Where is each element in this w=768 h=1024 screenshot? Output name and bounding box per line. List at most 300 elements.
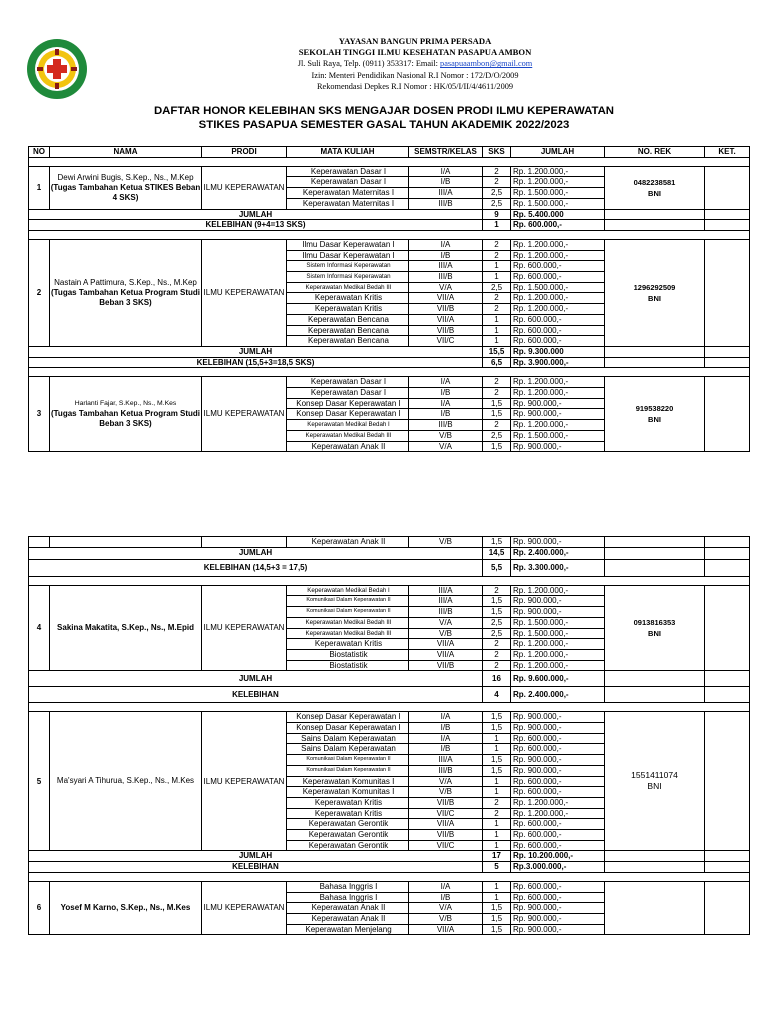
course-amount: Rp. 1.200.000,- bbox=[511, 250, 605, 261]
rek-empty bbox=[605, 209, 705, 220]
course-class: V/B bbox=[409, 537, 483, 548]
course-class: I/B bbox=[409, 250, 483, 261]
lecturer-fullname: Harlanti Fajar, S.Kep., Ns., M.Kes bbox=[74, 400, 177, 408]
total-label: JUMLAH bbox=[29, 209, 483, 220]
lecturer-fullname: Dewi Arwini Bugis, S.Kep., Ns., M.Kep bbox=[57, 172, 194, 182]
letterhead bbox=[0, 30, 768, 100]
course-amount: Rp. 600.000,- bbox=[511, 819, 605, 830]
course-name: Keperawatan Kritis bbox=[287, 639, 409, 650]
account-number: 0913816353 bbox=[633, 618, 676, 628]
course-name: Keperawatan Kritis bbox=[287, 808, 409, 819]
course-class: VII/A bbox=[409, 314, 483, 325]
rek-empty bbox=[605, 559, 705, 576]
course-sks: 1,5 bbox=[483, 913, 511, 924]
excess-amount: Rp. 2.400.000,- bbox=[511, 687, 605, 703]
course-amount: Rp. 1.500.000,- bbox=[511, 198, 605, 209]
course-amount: Rp. 900.000,- bbox=[511, 924, 605, 935]
course-sks: 2 bbox=[483, 293, 511, 304]
course-sks: 2 bbox=[483, 639, 511, 650]
course-amount: Rp. 900.000,- bbox=[511, 596, 605, 607]
total-row bbox=[29, 671, 750, 687]
rek-empty bbox=[605, 357, 705, 368]
course-class: III/B bbox=[409, 607, 483, 618]
bank-account bbox=[605, 239, 705, 346]
course-class: III/B bbox=[409, 765, 483, 776]
total-sks: 14,5 bbox=[483, 547, 511, 559]
rek-empty bbox=[605, 547, 705, 559]
course-class: VII/C bbox=[409, 840, 483, 851]
course-sks: 1,5 bbox=[483, 398, 511, 409]
course-name: Komunikasi Dalam Keperawatan II bbox=[287, 607, 409, 618]
course-class: III/A bbox=[409, 188, 483, 199]
lecturer-prodi: ILMU KEPERAWATAN bbox=[202, 239, 287, 346]
ket-empty bbox=[705, 671, 750, 687]
course-amount: Rp. 600.000,- bbox=[511, 336, 605, 347]
course-sks: 1 bbox=[483, 776, 511, 787]
column-header: KET. bbox=[705, 147, 750, 158]
course-sks: 2 bbox=[483, 808, 511, 819]
course-name: Keperawatan Bencana bbox=[287, 314, 409, 325]
course-amount: Rp. 900.000,- bbox=[511, 409, 605, 420]
course-amount: Rp. 1.200.000,- bbox=[511, 293, 605, 304]
course-sks: 1 bbox=[483, 830, 511, 841]
course-amount: Rp. 900.000,- bbox=[511, 537, 605, 548]
course-amount: Rp. 900.000,- bbox=[511, 441, 605, 452]
excess-amount: Rp. 3.900.000,- bbox=[511, 357, 605, 368]
course-amount: Rp. 900.000,- bbox=[511, 607, 605, 618]
course-sks: 1,5 bbox=[483, 924, 511, 935]
course-name: Konsep Dasar Keperawatan I bbox=[287, 409, 409, 420]
note-cell bbox=[705, 377, 750, 452]
course-class: I/A bbox=[409, 166, 483, 177]
course-sks: 2 bbox=[483, 797, 511, 808]
course-class: I/A bbox=[409, 881, 483, 892]
lecturer-fullname: Yosef M Karno, S.Kep., Ns., M.Kes bbox=[60, 903, 191, 913]
course-sks: 1 bbox=[483, 261, 511, 272]
excess-label: KELEBIHAN bbox=[29, 687, 483, 703]
course-amount: Rp. 1.200.000,- bbox=[511, 420, 605, 431]
bank-name: BNI bbox=[647, 781, 662, 792]
course-class: III/B bbox=[409, 420, 483, 431]
lecturer-prodi: ILMU KEPERAWATAN bbox=[202, 881, 287, 935]
course-sks: 1 bbox=[483, 733, 511, 744]
course-class: VII/A bbox=[409, 639, 483, 650]
email-link[interactable]: pasapuaambon@gmail.com bbox=[440, 59, 533, 69]
course-row bbox=[29, 377, 750, 388]
school-name: SEKOLAH TINGGI ILMU KESEHATAN PASAPUA AMBON bbox=[298, 47, 532, 58]
bank-account bbox=[605, 166, 705, 209]
course-amount: Rp. 600.000,- bbox=[511, 892, 605, 903]
lecturer-number: 1 bbox=[29, 166, 50, 209]
course-name: Keperawatan Dasar I bbox=[287, 177, 409, 188]
course-class: V/A bbox=[409, 903, 483, 914]
course-name: Keperawatan Medikal Bedah III bbox=[287, 628, 409, 639]
course-sks: 2,5 bbox=[483, 282, 511, 293]
account-number: 919538220 bbox=[635, 404, 674, 414]
course-name: Konsep Dasar Keperawatan I bbox=[287, 398, 409, 409]
course-class: VII/A bbox=[409, 819, 483, 830]
course-sks: 1,5 bbox=[483, 409, 511, 420]
rek-empty bbox=[605, 537, 705, 548]
course-amount: Rp. 1.500.000,- bbox=[511, 617, 605, 628]
excess-row bbox=[29, 220, 750, 231]
lecturer-name bbox=[50, 166, 202, 209]
prodi-empty bbox=[202, 537, 287, 548]
course-sks: 1,5 bbox=[483, 441, 511, 452]
excess-label: KELEBIHAN (15,5+3=18,5 SKS) bbox=[29, 357, 483, 368]
excess-row bbox=[29, 559, 750, 576]
spacer-row bbox=[29, 157, 750, 166]
course-class: I/B bbox=[409, 177, 483, 188]
course-amount: Rp. 1.500.000,- bbox=[511, 188, 605, 199]
course-sks: 1 bbox=[483, 744, 511, 755]
course-sks: 2 bbox=[483, 649, 511, 660]
course-class: VII/A bbox=[409, 649, 483, 660]
course-class: III/A bbox=[409, 755, 483, 766]
course-name: Keperawatan Menjelang bbox=[287, 924, 409, 935]
course-amount: Rp. 1.200.000,- bbox=[511, 377, 605, 388]
course-amount: Rp. 1.200.000,- bbox=[511, 388, 605, 399]
excess-row bbox=[29, 357, 750, 368]
course-row bbox=[29, 585, 750, 596]
account-number: 1551411074 bbox=[631, 770, 678, 781]
course-sks: 1 bbox=[483, 881, 511, 892]
course-sks: 2 bbox=[483, 177, 511, 188]
course-name: Keperawatan Gerontik bbox=[287, 819, 409, 830]
course-sks: 1 bbox=[483, 819, 511, 830]
course-class: VII/C bbox=[409, 808, 483, 819]
total-row bbox=[29, 209, 750, 220]
title-line-1: DAFTAR HONOR KELEBIHAN SKS MENGAJAR DOSEN PRODI ILMU KEPERAWATAN bbox=[153, 105, 615, 117]
number-empty bbox=[29, 537, 50, 548]
spacer-cell bbox=[29, 368, 750, 377]
course-class: I/B bbox=[409, 892, 483, 903]
course-class: I/B bbox=[409, 744, 483, 755]
document-title bbox=[60, 104, 708, 132]
excess-sks: 1 bbox=[483, 220, 511, 231]
lecturer-number: 3 bbox=[29, 377, 50, 452]
excess-amount: Rp.3.000.000,- bbox=[511, 862, 605, 873]
column-header: JUMLAH bbox=[511, 147, 605, 158]
rek-empty bbox=[605, 862, 705, 873]
course-name: Keperawatan Maternitas I bbox=[287, 188, 409, 199]
course-class: VII/B bbox=[409, 304, 483, 315]
bank-account bbox=[605, 585, 705, 671]
course-class: I/A bbox=[409, 398, 483, 409]
lecturer-name bbox=[50, 377, 202, 452]
excess-row bbox=[29, 862, 750, 873]
column-header: SKS bbox=[483, 147, 511, 158]
lecturer-number: 6 bbox=[29, 881, 50, 935]
recommendation-line: Rekomendasi Depkes R.I Nomor : HK/05/I/II/4/4611/2009 bbox=[316, 81, 514, 91]
course-amount: Rp. 900.000,- bbox=[511, 723, 605, 734]
lecturer-fullname: Ma'syari A Tihurua, S.Kep., Ns., M.Kes bbox=[56, 776, 195, 786]
spacer-row bbox=[29, 368, 750, 377]
course-name: Keperawatan Anak II bbox=[287, 441, 409, 452]
bank-account bbox=[605, 712, 705, 851]
course-name: Keperawatan Dasar I bbox=[287, 388, 409, 399]
course-amount: Rp. 600.000,- bbox=[511, 272, 605, 283]
course-class: V/A bbox=[409, 617, 483, 628]
lecturer-prodi: ILMU KEPERAWATAN bbox=[202, 377, 287, 452]
course-sks: 2 bbox=[483, 166, 511, 177]
bank-account bbox=[605, 881, 705, 935]
course-sks: 1,5 bbox=[483, 596, 511, 607]
course-sks: 1,5 bbox=[483, 723, 511, 734]
course-class: V/B bbox=[409, 787, 483, 798]
rek-empty bbox=[605, 851, 705, 862]
course-amount: Rp. 1.500.000,- bbox=[511, 628, 605, 639]
course-class: VII/A bbox=[409, 924, 483, 935]
course-sks: 2,5 bbox=[483, 198, 511, 209]
spacer-row bbox=[29, 230, 750, 239]
course-name: Keperawatan Medikal Bedah I bbox=[287, 585, 409, 596]
bank-account bbox=[605, 377, 705, 452]
course-name: Sains Dalam Keperawatan bbox=[287, 733, 409, 744]
course-name: Keperawatan Anak II bbox=[287, 913, 409, 924]
school-logo bbox=[26, 38, 88, 100]
course-amount: Rp. 1.200.000,- bbox=[511, 797, 605, 808]
course-name: Keperawatan Medikal Bedah III bbox=[287, 617, 409, 628]
honor-table-part-2 bbox=[28, 536, 750, 935]
column-header: PRODI bbox=[202, 147, 287, 158]
course-sks: 1,5 bbox=[483, 755, 511, 766]
course-sks: 1 bbox=[483, 325, 511, 336]
course-class: V/B bbox=[409, 430, 483, 441]
course-amount: Rp. 600.000,- bbox=[511, 830, 605, 841]
lecturer-fullname: Sakina Makatita, S.Kep., Ns., M.Epid bbox=[57, 623, 194, 633]
total-sks: 16 bbox=[483, 671, 511, 687]
course-name: Biostatistik bbox=[287, 649, 409, 660]
course-sks: 2,5 bbox=[483, 430, 511, 441]
spacer-cell bbox=[29, 230, 750, 239]
bank-name: BNI bbox=[648, 629, 661, 639]
total-amount: Rp. 2.400.000,- bbox=[511, 547, 605, 559]
lecturer-name bbox=[50, 585, 202, 671]
ket-empty bbox=[705, 862, 750, 873]
course-amount: Rp. 600.000,- bbox=[511, 733, 605, 744]
course-class: V/A bbox=[409, 441, 483, 452]
note-cell bbox=[705, 712, 750, 851]
spacer-cell bbox=[29, 872, 750, 881]
column-header: SEMSTR/KELAS bbox=[409, 147, 483, 158]
course-class: VII/A bbox=[409, 293, 483, 304]
lecturer-extra-task: (Tugas Tambahan Ketua Program Studi Beban 3 SKS) bbox=[50, 409, 201, 429]
note-cell bbox=[705, 166, 750, 209]
lecturer-fullname: Nastain A Pattimura, S.Kep., Ns., M.Kep bbox=[54, 277, 197, 287]
course-class: I/A bbox=[409, 733, 483, 744]
course-amount: Rp. 900.000,- bbox=[511, 398, 605, 409]
continued-course-row bbox=[29, 537, 750, 548]
total-row bbox=[29, 547, 750, 559]
course-name: Sains Dalam Keperawatan bbox=[287, 744, 409, 755]
course-name: Sistem Informasi Keperawatan bbox=[287, 261, 409, 272]
course-sks: 1,5 bbox=[483, 712, 511, 723]
excess-row bbox=[29, 687, 750, 703]
column-header: NO bbox=[29, 147, 50, 158]
course-class: VII/B bbox=[409, 830, 483, 841]
excess-amount: Rp. 3.300.000,- bbox=[511, 559, 605, 576]
bank-name: BNI bbox=[648, 415, 661, 425]
spacer-row bbox=[29, 872, 750, 881]
total-sks: 9 bbox=[483, 209, 511, 220]
course-class: V/A bbox=[409, 776, 483, 787]
lecturer-name bbox=[50, 712, 202, 851]
column-header: NO. REK bbox=[605, 147, 705, 158]
note-cell bbox=[705, 239, 750, 346]
course-sks: 1 bbox=[483, 272, 511, 283]
total-label: JUMLAH bbox=[29, 547, 483, 559]
course-class: V/B bbox=[409, 628, 483, 639]
course-row bbox=[29, 239, 750, 250]
course-sks: 1 bbox=[483, 892, 511, 903]
course-name: Keperawatan Medikal Bedah III bbox=[287, 282, 409, 293]
total-sks: 15,5 bbox=[483, 346, 511, 357]
total-amount: Rp. 10.200.000,- bbox=[511, 851, 605, 862]
course-amount: Rp. 1.200.000,- bbox=[511, 660, 605, 671]
course-amount: Rp. 900.000,- bbox=[511, 712, 605, 723]
course-name: Keperawatan Anak II bbox=[287, 903, 409, 914]
course-sks: 1 bbox=[483, 314, 511, 325]
excess-amount: Rp. 600.000,- bbox=[511, 220, 605, 231]
course-sks: 1,5 bbox=[483, 607, 511, 618]
ket-empty bbox=[705, 209, 750, 220]
course-class: I/A bbox=[409, 239, 483, 250]
course-name: Bahasa Inggris I bbox=[287, 881, 409, 892]
lecturer-number: 2 bbox=[29, 239, 50, 346]
course-name: Ilmu Dasar Keperawatan I bbox=[287, 239, 409, 250]
excess-label: KELEBIHAN (14,5+3 = 17,5) bbox=[29, 559, 483, 576]
course-name: Keperawatan Medikal Bedah I bbox=[287, 420, 409, 431]
course-sks: 1 bbox=[483, 787, 511, 798]
course-sks: 2 bbox=[483, 250, 511, 261]
spacer-cell bbox=[29, 576, 750, 585]
course-amount: Rp. 1.200.000,- bbox=[511, 649, 605, 660]
course-name: Keperawatan Bencana bbox=[287, 336, 409, 347]
course-amount: Rp. 900.000,- bbox=[511, 913, 605, 924]
total-label: JUMLAH bbox=[29, 346, 483, 357]
course-name: Keperawatan Bencana bbox=[287, 325, 409, 336]
course-name: Keperawatan Komunitas I bbox=[287, 787, 409, 798]
ket-empty bbox=[705, 547, 750, 559]
course-sks: 2 bbox=[483, 585, 511, 596]
excess-sks: 6,5 bbox=[483, 357, 511, 368]
course-amount: Rp. 600.000,- bbox=[511, 840, 605, 851]
course-name: Keperawatan Maternitas I bbox=[287, 198, 409, 209]
course-name: Keperawatan Gerontik bbox=[287, 830, 409, 841]
rek-empty bbox=[605, 671, 705, 687]
course-amount: Rp. 1.500.000,- bbox=[511, 282, 605, 293]
lecturer-prodi: ILMU KEPERAWATAN bbox=[202, 585, 287, 671]
course-name: Komunikasi Dalam Keperawatan II bbox=[287, 765, 409, 776]
excess-label: KELEBIHAN bbox=[29, 862, 483, 873]
course-sks: 2 bbox=[483, 420, 511, 431]
rek-empty bbox=[605, 687, 705, 703]
note-cell bbox=[705, 585, 750, 671]
course-sks: 2 bbox=[483, 377, 511, 388]
course-class: VII/B bbox=[409, 325, 483, 336]
course-name: Ilmu Dasar Keperawatan I bbox=[287, 250, 409, 261]
course-amount: Rp. 1.200.000,- bbox=[511, 166, 605, 177]
course-sks: 2,5 bbox=[483, 617, 511, 628]
title-line-2: STIKES PASAPUA SEMESTER GASAL TAHUN AKADEMIK 2022/2023 bbox=[198, 119, 570, 131]
excess-sks: 5 bbox=[483, 862, 511, 873]
total-amount: Rp. 5.400.000 bbox=[511, 209, 605, 220]
letterhead-text bbox=[110, 36, 720, 92]
foundation-name: YAYASAN BANGUN PRIMA PERSADA bbox=[338, 36, 492, 46]
lecturer-extra-task: (Tugas Tambahan Ketua Program Studi Beban 3 SKS) bbox=[50, 287, 201, 307]
spacer-row bbox=[29, 703, 750, 712]
course-name: Komunikasi Dalam Keperawatan II bbox=[287, 596, 409, 607]
total-label: JUMLAH bbox=[29, 851, 483, 862]
course-class: III/B bbox=[409, 272, 483, 283]
course-name: Keperawatan Dasar I bbox=[287, 166, 409, 177]
account-number: 1296292509 bbox=[633, 282, 676, 292]
course-name: Keperawatan Dasar I bbox=[287, 377, 409, 388]
bank-name: BNI bbox=[648, 188, 661, 198]
total-sks: 17 bbox=[483, 851, 511, 862]
ket-empty bbox=[705, 357, 750, 368]
ket-empty bbox=[705, 687, 750, 703]
course-amount: Rp. 1.200.000,- bbox=[511, 808, 605, 819]
rek-empty bbox=[605, 220, 705, 231]
ket-empty bbox=[705, 559, 750, 576]
course-class: III/A bbox=[409, 596, 483, 607]
course-sks: 2,5 bbox=[483, 628, 511, 639]
excess-sks: 5,5 bbox=[483, 559, 511, 576]
course-sks: 1,5 bbox=[483, 537, 511, 548]
total-row bbox=[29, 851, 750, 862]
honor-table-part-1 bbox=[28, 146, 750, 452]
spacer-cell bbox=[29, 703, 750, 712]
course-name: Keperawatan Kritis bbox=[287, 797, 409, 808]
course-name: Keperawatan Kritis bbox=[287, 293, 409, 304]
course-name: Keperawatan Kritis bbox=[287, 304, 409, 315]
column-header: NAMA bbox=[50, 147, 202, 158]
course-amount: Rp. 600.000,- bbox=[511, 325, 605, 336]
course-class: VII/B bbox=[409, 660, 483, 671]
lecturer-extra-task: (Tugas Tambahan Ketua STIKES Beban 4 SKS) bbox=[50, 182, 201, 202]
course-class: I/B bbox=[409, 723, 483, 734]
course-name: Keperawatan Anak II bbox=[287, 537, 409, 548]
course-amount: Rp. 1.200.000,- bbox=[511, 239, 605, 250]
course-name: Komunikasi Dalam Keperawatan II bbox=[287, 755, 409, 766]
course-name: Keperawatan Komunitas I bbox=[287, 776, 409, 787]
course-class: III/A bbox=[409, 585, 483, 596]
course-amount: Rp. 1.200.000,- bbox=[511, 304, 605, 315]
course-amount: Rp. 600.000,- bbox=[511, 881, 605, 892]
course-sks: 2,5 bbox=[483, 188, 511, 199]
course-name: Konsep Dasar Keperawatan I bbox=[287, 723, 409, 734]
header-row bbox=[29, 147, 750, 158]
course-class: I/B bbox=[409, 388, 483, 399]
course-sks: 2 bbox=[483, 660, 511, 671]
ket-empty bbox=[705, 220, 750, 231]
course-class: V/B bbox=[409, 913, 483, 924]
course-amount: Rp. 600.000,- bbox=[511, 261, 605, 272]
course-class: VII/C bbox=[409, 336, 483, 347]
course-amount: Rp. 600.000,- bbox=[511, 776, 605, 787]
course-name: Keperawatan Medikal Bedah III bbox=[287, 430, 409, 441]
course-class: VII/B bbox=[409, 797, 483, 808]
course-amount: Rp. 600.000,- bbox=[511, 787, 605, 798]
column-header: MATA KULIAH bbox=[287, 147, 409, 158]
course-row bbox=[29, 881, 750, 892]
excess-label: KELEBIHAN (9+4=13 SKS) bbox=[29, 220, 483, 231]
course-class: I/B bbox=[409, 409, 483, 420]
ket-empty bbox=[705, 346, 750, 357]
course-class: III/A bbox=[409, 261, 483, 272]
